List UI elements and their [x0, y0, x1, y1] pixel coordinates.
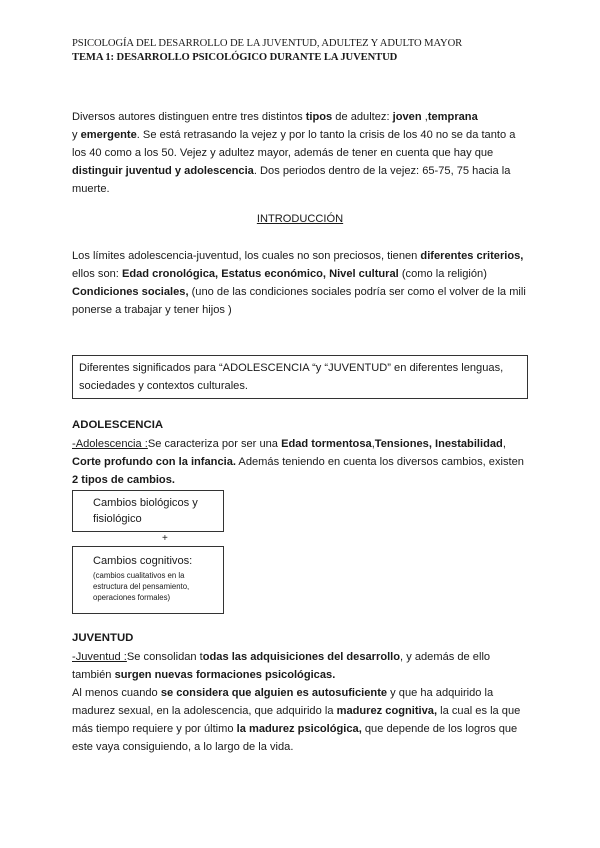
bold-run: 2 tipos de cambios.: [72, 474, 175, 487]
text-run: (como la religión): [398, 268, 487, 281]
bold-run: distinguir juventud y adolescencia: [72, 165, 254, 178]
adolescencia-paragraph: [72, 435, 532, 489]
introduction-title: INTRODUCCIÓN: [256, 213, 344, 225]
document-header: [72, 37, 462, 65]
bold-run: odas las adquisiciones del desarrollo: [202, 651, 401, 663]
bold-run: la madurez psicológica,: [236, 723, 362, 736]
text-run: y que ha adquirido la madurez sexual, en la adolescencia, que adquirido la: [72, 687, 494, 718]
topic-title: TEMA 1: DESARROLLO PSICOLÓGICO DURANTE LA JUVENTUD: [72, 52, 398, 63]
text-run: Los límites adolescencia-juventud, los cuales no son preciosos, tienen: [72, 250, 421, 262]
text-run: ,: [421, 111, 428, 123]
text-run: Se consolidan t: [126, 651, 203, 663]
bold-run: surgen nuevas formaciones psicológicas.: [114, 669, 336, 682]
juventud-label: -Juventud :: [72, 651, 127, 663]
bold-run: Edad tormentosa: [281, 438, 372, 450]
text-run: que depende de los logros que este vaya consiguiendo, a lo largo de la vida.: [72, 723, 518, 754]
text-run: ,: [371, 438, 375, 450]
limits-paragraph: [72, 247, 532, 319]
text-run: Al menos cuando: [72, 687, 161, 700]
juventud-paragraph: [72, 648, 532, 757]
bold-run: temprana: [427, 111, 478, 123]
plus-sign: +: [162, 533, 168, 544]
bold-run: Edad cronológica, Estatus económico, Nivel cultural: [121, 268, 399, 281]
text-run: ellos son:: [72, 268, 122, 281]
text-run: de adultez:: [332, 111, 393, 123]
adolescencia-label: -Adolescencia :: [72, 438, 148, 450]
text-run: , y además de ello también: [72, 651, 491, 682]
intro-paragraph: [72, 108, 532, 198]
bold-run: Tensiones, Inestabilidad: [374, 438, 503, 450]
text-run: (uno de las condiciones sociales podría ser como el volver de la mili ponerse a trabajar y tener hijos ): [72, 286, 526, 317]
course-title: PSICOLOGÍA DEL DESARROLLO DE LA JUVENTUD, ADULTEZ Y ADULTO MAYOR: [72, 38, 463, 49]
biological-changes-box: Cambios biológicos y fisiológico: [72, 490, 224, 532]
text-run: . Se está retrasando la vejez y por lo tanto la crisis de los 40 no se da tanto a los 40 como a los 50. Vejez y adultez mayor, además de tener en cuenta que hay que: [72, 129, 516, 160]
cognitive-changes-detail: (cambios cualitativos en la estructura del pensamiento, operaciones formales): [93, 571, 190, 602]
meanings-box: Diferentes significados para “ADOLESCENCIA “y “JUVENTUD” en diferentes lenguas, sociedades y contextos culturales.: [72, 355, 528, 399]
cognitive-changes-title: Cambios cognitivos:: [93, 555, 193, 567]
adolescencia-heading: ADOLESCENCIA: [72, 419, 164, 431]
text-run: Además teniendo en cuenta los diversos cambios, existen: [235, 456, 524, 469]
text-run: . Dos periodos dentro de la vejez: 65-75, 75 hacia la muerte.: [72, 165, 511, 196]
bold-run: emergente: [80, 129, 137, 142]
bold-run: joven: [392, 111, 422, 123]
text-run: Diversos autores distinguen entre tres distintos: [72, 111, 306, 123]
text-run: ,: [502, 438, 506, 450]
bold-run: Condiciones sociales,: [72, 286, 189, 299]
text-run: y: [72, 129, 81, 142]
bold-run: tipos: [305, 111, 333, 123]
introduction-heading: [72, 213, 528, 225]
text-run: la cual es la que más tiempo requiere y por último: [72, 705, 521, 736]
bold-run: se considera que alguien es autosuficiente: [160, 687, 388, 700]
bold-run: diferentes criterios,: [420, 250, 524, 262]
text-run: Se caracteriza por ser una: [147, 438, 282, 450]
bold-run: Corte profundo con la infancia.: [72, 456, 236, 469]
cognitive-changes-box: [72, 546, 224, 614]
bold-run: madurez cognitiva,: [336, 705, 438, 718]
juventud-heading: JUVENTUD: [72, 632, 134, 644]
